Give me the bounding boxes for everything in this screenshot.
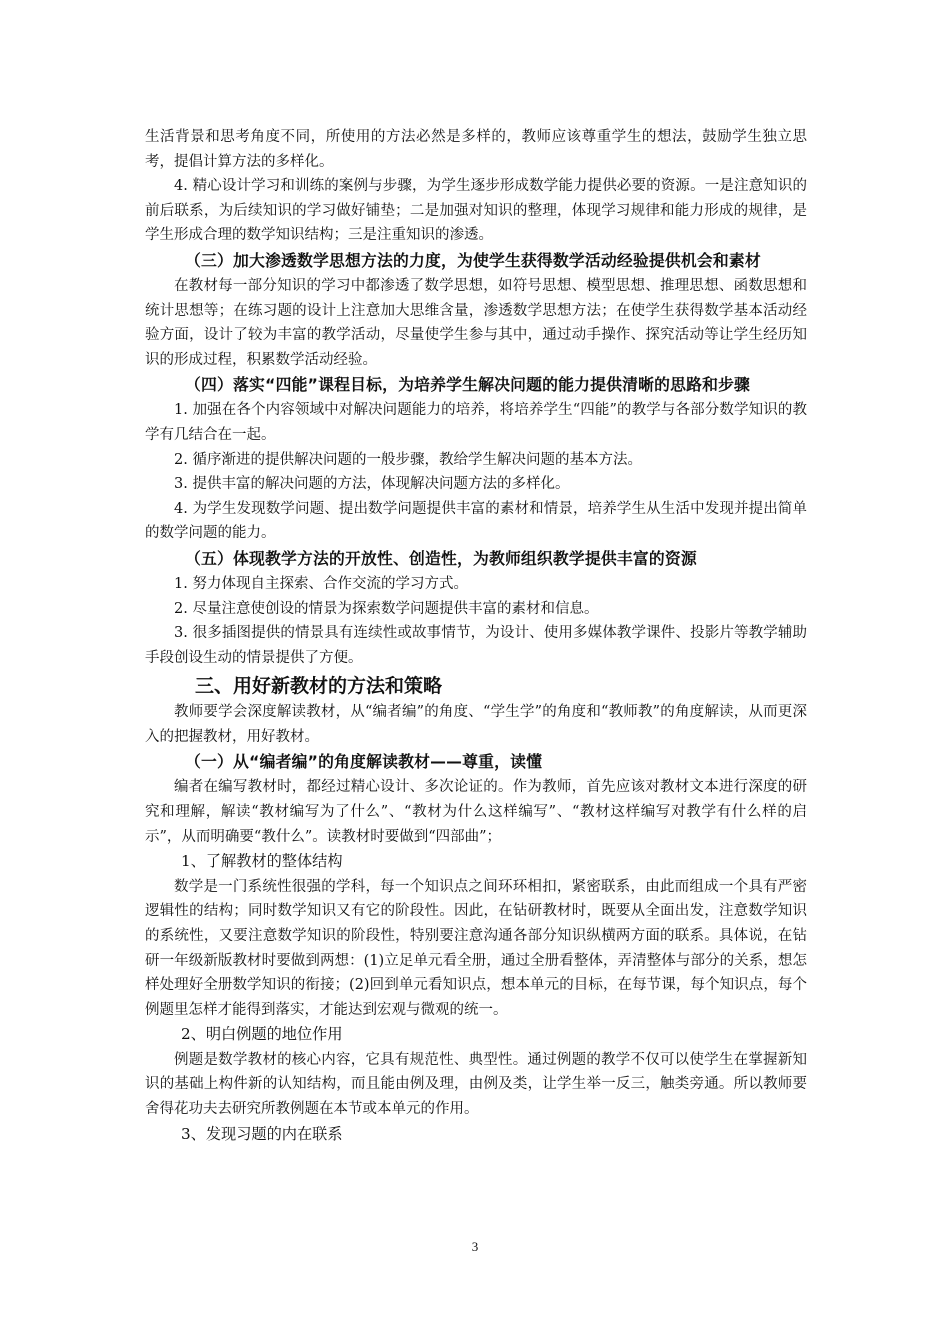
paragraph: 3. 很多插图提供的情景具有连续性或故事情节，为设计、使用多媒体教学课件、投影片等教学辅助手段创设生动的情景提供了方便。 [145, 625, 807, 666]
subsection-heading: 3、发现习题的内在联系 [181, 1124, 343, 1143]
paragraph: 2. 尽量注意使创设的情景为探索数学问题提供丰富的素材和信息。 [174, 600, 599, 617]
paragraph: 2. 循序渐进的提供解决问题的一般步骤，教给学生解决问题的基本方法。 [174, 451, 642, 468]
section-heading: （一）从“编者编”的角度解读教材——尊重，读懂 [185, 752, 543, 772]
section-heading: （三）加大渗透数学思想方法的力度，为使学生获得数学活动经验提供机会和素材 [185, 250, 761, 270]
paragraph: 4. 为学生发现数学问题、提出数学问题提供丰富的素材和情景，培养学生从生活中发现并提出简单的数学问题的能力。 [145, 500, 807, 542]
paragraph: 在教材每一部分知识的学习中都渗透了数学思想，如符号思想、模型思想、推理思想、函数思想和统计思想等；在练习题的设计上注意加大思维含量，渗透数学思想方法；在使学生获得数学基本活动经验方面，设计了较为丰富的教学活动，尽量使学生参与其中，通过动手操作、探究活动等让学生经历知识的形成过程，积累数学活动经验。 [145, 277, 807, 368]
subsection-heading: 1、了解教材的整体结构 [181, 852, 343, 871]
section-heading: （四）落实“四能”课程目标，为培养学生解决问题的能力提供清晰的思路和步骤 [185, 375, 751, 395]
subsection-heading: 2、明白例题的地位作用 [181, 1025, 343, 1044]
document-body [145, 125, 807, 1147]
paragraph: 4. 精心设计学习和训练的案例与步骤，为学生逐步形成数学能力提供必要的资源。一是注意知识的前后联系，为后续知识的学习做好铺垫；二是加强对知识的整理，体现学习规律和能力形成的规律，是学生形成合理的数学知识结构；三是注重知识的渗透。 [145, 178, 807, 244]
paragraph: 1. 加强在各个内容领域中对解决问题能力的培养，将培养学生“四能”的教学与各部分数学知识的教学有几结合在一起。 [145, 402, 807, 443]
page-number: 3 [471, 1239, 479, 1254]
paragraph: 例题是数学教材的核心内容，它具有规范性、典型性。通过例题的教学不仅可以使学生在掌握新知识的基础上构件新的认知结构，而且能由例及理，由例及类，让学生举一反三，触类旁通。所以教师要舍得花功夫去研究所教例题在本节或本单元的作用。 [145, 1051, 807, 1117]
paragraph: 数学是一门系统性很强的学科，每一个知识点之间环环相扣，紧密联系，由此而组成一个具有严密逻辑性的结构；同时数学知识又有它的阶段性。因此，在钻研教材时，既要从全面出发，注意数学知识的系统性，又要注意数学知识的阶段性，特别要注意沟通各部分知识纵横两方面的联系。具体说，在钻研一年级新版教材时要做到两想：(1)立足单元看全册，通过全册看整体，弄清整体与部分的关系，想怎样处理好全册数学知识的衔接；(2)回到单元看知识点，想本单元的目标，在每节课，每个知识点，每个例题里怎样才能得到落实，才能达到宏观与微观的统一。 [145, 878, 807, 1018]
section-heading: （五）体现教学方法的开放性、创造性，为教师组织教学提供丰富的资源 [185, 548, 697, 568]
paragraph: 1. 努力体现自主探索、合作交流的学习方式。 [174, 575, 468, 592]
paragraph: 生活背景和思考角度不同，所使用的方法必然是多样的，教师应该尊重学生的想法，鼓励学生独立思考，提倡计算方法的多样化。 [145, 129, 807, 170]
paragraph: 编者在编写教材时，都经过精心设计、多次论证的。作为教师，首先应该对教材文本进行深度的研究和理解，解读“教材编写为了什么”、“教材为什么这样编写”、“教材这样编写对教学有什么样的启示”，从而明确要“教什么”。读教材时要做到“四部曲”； [145, 779, 807, 845]
paragraph: 教师要学会深度解读教材，从“编者编”的角度、“学生学”的角度和“教师教”的角度解读，从而更深入的把握教材，用好教材。 [145, 704, 807, 745]
chapter-heading: 三、用好新教材的方法和策略 [195, 675, 443, 698]
paragraph: 3. 提供丰富的解决问题的方法，体现解决问题方法的多样化。 [174, 476, 570, 493]
